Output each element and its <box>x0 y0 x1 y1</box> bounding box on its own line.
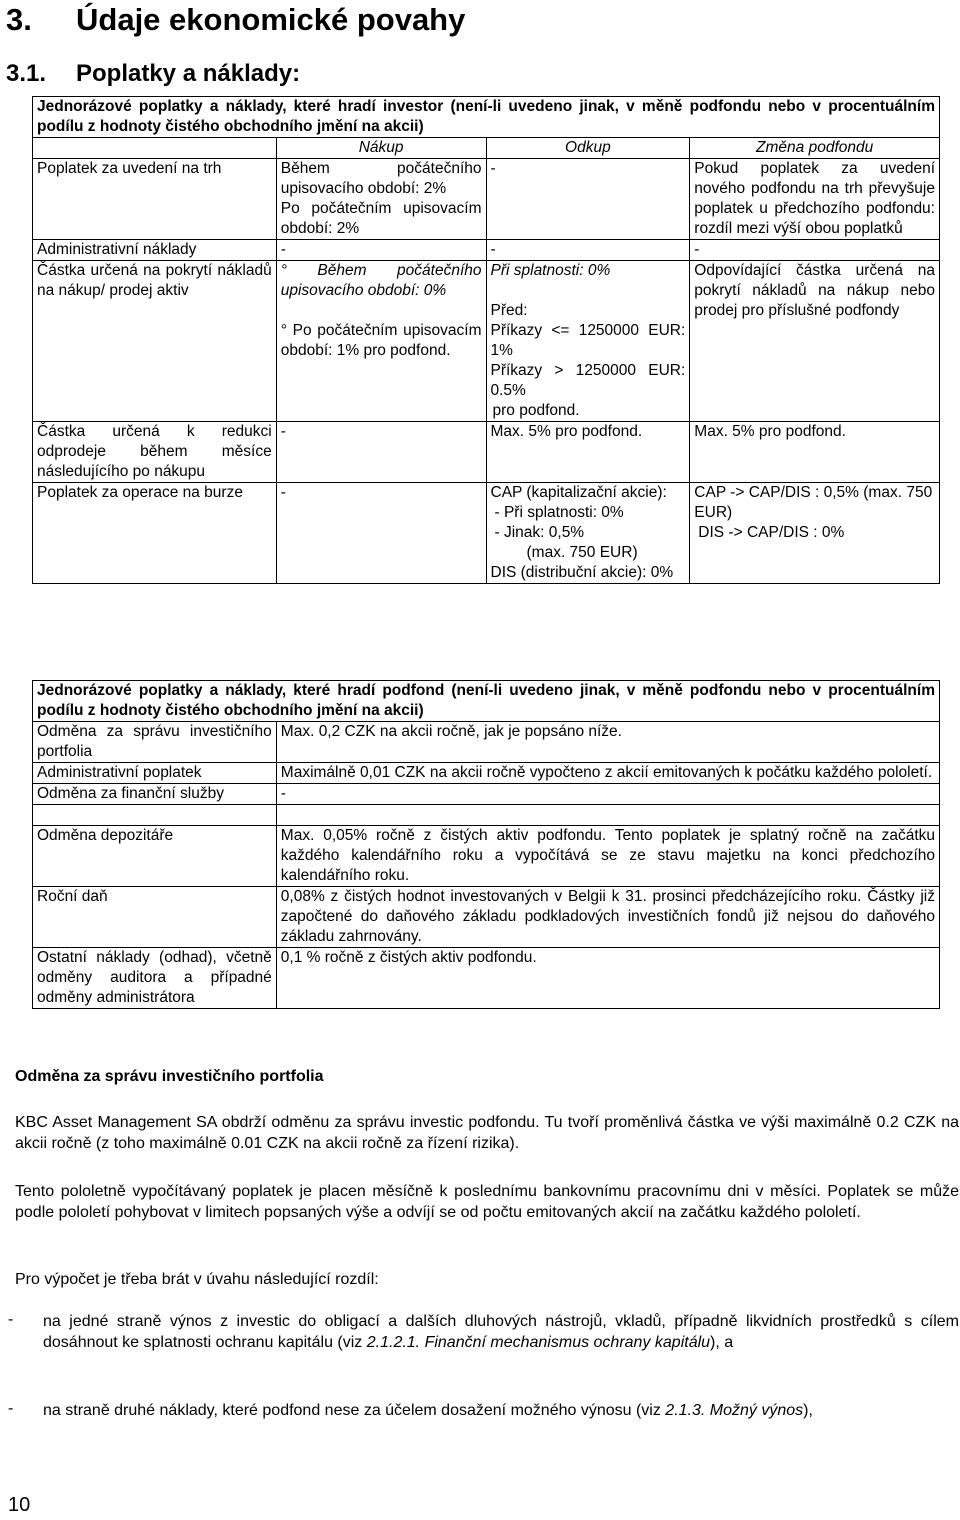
fund-fees-table <box>32 680 940 1009</box>
row-value: - <box>276 784 939 805</box>
row-exchange-fee <box>33 483 940 584</box>
section-heading <box>6 2 465 38</box>
sell-line: Příkazy > 1250000 EUR: 0.5% <box>490 362 686 399</box>
sell-line: Příkazy <= 1250000 EUR: 1% <box>490 322 686 359</box>
sell-line: - Jinak: 0,5% <box>494 524 585 541</box>
buy-cell <box>276 261 486 422</box>
table-row <box>33 722 940 763</box>
row-label: Roční daň <box>33 887 277 948</box>
header-empty-cell <box>33 138 277 159</box>
change-line: DIS -> CAP/DIS : 0% <box>698 524 845 541</box>
buy-line: Během počátečního upisovacího období: 2% <box>280 160 482 197</box>
row-label: Odměna depozitáře <box>33 826 277 887</box>
row-label: Částka určená na pokrytí nákladů na nákup/ prodej aktiv <box>33 261 277 422</box>
buy-line: ° Po počátečním upisovacím období: 1% pro podfond. <box>280 322 482 359</box>
bullet-marker: - <box>8 1400 14 1417</box>
row-value: Max. 0,05% ročně z čistých aktiv podfondu. Tento poplatek je splatný ročně na začátku každého kalendářního roku a vypočítává se ze stavu majetku na konci předchozího kalendářního roku. <box>276 826 939 887</box>
row-value: Max. 0,2 CZK na akcii ročně, jak je popsáno níže. <box>276 722 939 763</box>
change-line: CAP -> CAP/DIS : 0,5% (max. 750 EUR) <box>694 484 933 521</box>
subsection-title: Poplatky a náklady: <box>76 60 301 87</box>
change-cell: Pokud poplatek za uvedení nového podfondu na trh převyšuje poplatek u předchozího podfondu: rozdíl mezi výší obou poplatků <box>690 159 940 240</box>
row-redemption-reduction <box>33 422 940 483</box>
table-row <box>33 887 940 948</box>
col-header-change: Změna podfondu <box>690 138 940 159</box>
buy-cell <box>276 159 486 240</box>
investor-fees-caption: Jednorázové poplatky a náklady, které hradí investor (není-li uvedeno jinak, v měně podfondu nebo v procentuálním podílu z hodnoty čistého obchodního jmění na akcii) <box>33 97 940 138</box>
sell-line: (max. 750 EUR) <box>526 544 638 561</box>
paragraph-calculation: Pro výpočet je třeba brát v úvahu následující rozdíl: <box>15 1271 379 1288</box>
row-entry-fee <box>33 159 940 240</box>
buy-cell: - <box>276 483 486 584</box>
row-label: Poplatek za uvedení na trh <box>33 159 277 240</box>
sell-cell <box>486 261 690 422</box>
bullet-text: na jedné straně výnos z investic do obligací a dalších dluhových nástrojů, vkladů, případně likvidních prostředků s cílem dosáhnout ke splatnosti ochranu kapitálu (viz <box>43 1313 959 1351</box>
row-value: 0,1 % ročně z čistých aktiv podfondu. <box>276 948 939 1009</box>
cross-reference-link: 2.1.3. Možný výnos <box>665 1402 804 1419</box>
sell-cell: - <box>486 240 690 261</box>
sell-cell: - <box>486 159 690 240</box>
change-cell: Odpovídající částka určená na pokrytí nákladů na nákup nebo prodej pro příslušné podfondy <box>690 261 940 422</box>
buy-cell: - <box>276 240 486 261</box>
row-cover-costs <box>33 261 940 422</box>
row-label: Poplatek za operace na burze <box>33 483 277 584</box>
row-label: Administrativní náklady <box>33 240 277 261</box>
col-header-buy: Nákup <box>276 138 486 159</box>
page-number: 10 <box>8 1494 31 1516</box>
row-value: 0,08% z čistých hodnot investovaných v Belgii k 31. prosinci předcházejícího roku. Částky již započtené do daňového základu podkladových investičních fondů již nejsou do daňového základu zahrnovány. <box>276 887 939 948</box>
investor-fees-table <box>32 96 940 584</box>
paragraph-fee-amount: KBC Asset Management SA obdrží odměnu za správu investic podfondu. Tu tvoří proměnlivá částka ve výši maximálně 0.2 CZK na akcii ročně (z toho maximálně 0.01 CZK na akcii ročně za řízení rizika). <box>15 1114 959 1152</box>
fund-fees-caption: Jednorázové poplatky a náklady, které hradí podfond (není-li uvedeno jinak, v měně podfondu nebo v procentuálním podílu z hodnoty čistého obchodního jmění na akcii) <box>33 681 940 722</box>
table-row <box>33 763 940 784</box>
change-cell: - <box>690 240 940 261</box>
sell-line: Před: <box>490 302 528 319</box>
row-label: Částka určená k redukci odprodeje během měsíce následujícího po nákupu <box>33 422 277 483</box>
bullet-item <box>43 1400 959 1421</box>
change-cell <box>690 483 940 584</box>
subsection-heading <box>6 60 300 88</box>
buy-cell: - <box>276 422 486 483</box>
row-label: Administrativní poplatek <box>33 763 277 784</box>
subsection-number: 3.1. <box>6 60 47 87</box>
paragraph-fee-payment: Tento pololetně vypočítávaný poplatek je placen měsíčně k poslednímu bankovnímu pracovnímu dni v měsíci. Poplatek se může podle pololetí pohybovat v limitech popsaných výše a odvíjí se od počtu emitovaných akcií na začátku každého pololetí. <box>15 1183 959 1221</box>
sell-line: - Při splatnosti: 0% <box>494 504 624 521</box>
portfolio-fee-heading: Odměna za správu investičního portfolia <box>15 1068 324 1085</box>
row-value: Maximálně 0,01 CZK na akcii ročně vypočteno z akcií emitovaných k počátku každého pololetí. <box>276 763 939 784</box>
row-label: Odměna za finanční služby <box>33 784 277 805</box>
col-header-sell: Odkup <box>486 138 690 159</box>
section-title: Údaje ekonomické povahy <box>76 2 466 37</box>
table-row <box>33 784 940 805</box>
buy-line: ° Během počátečního upisovacího období: 0% <box>280 262 482 299</box>
section-number: 3. <box>6 2 32 37</box>
table-spacer-row <box>33 805 940 826</box>
table-row <box>33 948 940 1009</box>
sell-line: pro podfond. <box>492 402 580 419</box>
spacer-cell <box>33 805 277 826</box>
sell-line: CAP (kapitalizační akcie): <box>490 484 667 501</box>
sell-cell: Max. 5% pro podfond. <box>486 422 690 483</box>
sell-line: Při splatnosti: 0% <box>490 262 611 279</box>
row-label: Ostatní náklady (odhad), včetně odměny auditora a případné odměny administrátora <box>33 948 277 1009</box>
spacer-cell <box>276 805 939 826</box>
bullet-text-end: ), a <box>710 1334 734 1351</box>
row-label: Odměna za správu investičního portfolia <box>33 722 277 763</box>
sell-cell <box>486 483 690 584</box>
bullet-item <box>43 1311 959 1353</box>
row-admin-costs <box>33 240 940 261</box>
bullet-marker: - <box>8 1311 14 1328</box>
change-cell: Max. 5% pro podfond. <box>690 422 940 483</box>
bullet-text-end: ), <box>803 1402 813 1419</box>
table-row <box>33 826 940 887</box>
cross-reference-link: 2.1.2.1. Finanční mechanismus ochrany kapitálu <box>366 1334 711 1351</box>
bullet-text: na straně druhé náklady, které podfond nese za účelem dosažení možného výnosu (viz <box>43 1402 666 1419</box>
sell-line: DIS (distribuční akcie): 0% <box>490 564 674 581</box>
buy-line: Po počátečním upisovacím období: 2% <box>280 200 482 237</box>
